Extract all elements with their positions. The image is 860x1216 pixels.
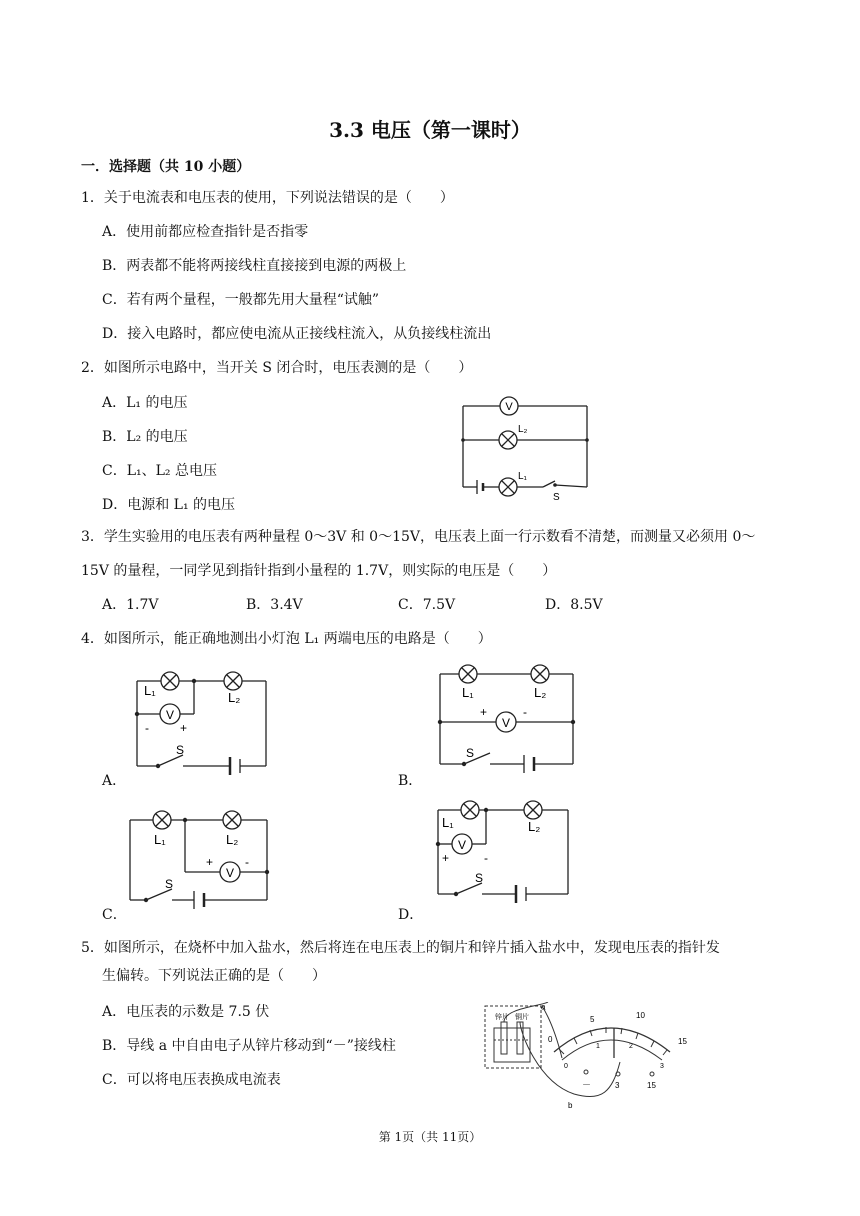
q2-option-c[interactable]: C．L₁、L₂ 总电压 <box>102 463 217 479</box>
q4-circuit-b[interactable] <box>430 660 580 776</box>
q1-option-c[interactable]: C．若有两个量程，一般都先用大量程“试触” <box>102 292 380 308</box>
q2-l2-label: L₂ <box>518 424 528 435</box>
q5-terminal-minus: － <box>582 1080 592 1090</box>
q4b-voltmeter-label: V <box>501 716 511 730</box>
q4d-voltmeter-label: V <box>457 838 467 852</box>
q4c-l1-label: L₁ <box>154 832 166 847</box>
q5-copper-label: 铜片 <box>515 1013 529 1021</box>
q1-option-b[interactable]: B．两表都不能将两接线柱直接接到电源的两极上 <box>102 258 407 274</box>
q5-scale-top-15: 15 <box>678 1037 687 1046</box>
q2-circuit-diagram <box>455 392 595 504</box>
q2-option-a[interactable]: A．L₁ 的电压 <box>102 395 188 411</box>
q5-voltmeter-figure <box>482 1002 697 1112</box>
q5-zinc-label: 锌片 <box>495 1013 509 1021</box>
q4a-plus-label: + <box>180 721 188 735</box>
q5-scale-bottom-1: 1 <box>596 1043 600 1050</box>
q2-stem: 2．如图所示电路中，当开关 S 闭合时，电压表测的是（ ） <box>81 360 473 376</box>
q1-option-d[interactable]: D．接入电路时，都应使电流从正接线柱流入，从负接线柱流出 <box>102 326 492 342</box>
q5-terminal-3: 3 <box>615 1081 620 1090</box>
q4c-voltmeter-label: V <box>225 866 235 880</box>
q4c-l2-label: L₂ <box>226 832 239 847</box>
q4b-plus-label: + <box>480 705 488 719</box>
q5-option-a[interactable]: A．电压表的示数是 7.5 伏 <box>102 1004 270 1020</box>
q5-scale-bottom-3: 3 <box>660 1063 664 1070</box>
q5-scale-top-10: 10 <box>636 1011 645 1020</box>
q4-option-d[interactable]: D． <box>398 907 424 923</box>
q5-option-c[interactable]: C．可以将电压表换成电流表 <box>102 1072 281 1088</box>
q4-circuit-c[interactable] <box>122 806 272 916</box>
q2-l1-label: L₁ <box>518 471 527 482</box>
q3-option-c[interactable]: C．7.5V <box>398 597 456 613</box>
q4b-switch-label: S <box>466 746 475 760</box>
q4c-switch-label: S <box>165 877 174 891</box>
q5-stem-line2: 生偏转。下列说法正确的是（ ） <box>102 968 326 984</box>
q4d-switch-label: S <box>475 871 484 885</box>
q4-option-a[interactable]: A． <box>102 773 127 789</box>
q4-stem: 4．如图所示，能正确地测出小灯泡 L₁ 两端电压的电路是（ ） <box>81 631 492 647</box>
q4-option-c[interactable]: C． <box>102 907 127 923</box>
q4c-plus-label: + <box>206 855 214 869</box>
q4d-l1-label: L₁ <box>442 815 454 830</box>
q5-scale-top-5: 5 <box>590 1015 595 1024</box>
q2-voltmeter-label: V <box>505 401 513 413</box>
q4-circuit-a[interactable] <box>128 664 273 780</box>
q4d-minus-label: - <box>484 851 488 865</box>
q4a-l1-label: L₁ <box>144 683 156 698</box>
q4a-switch-label: S <box>176 743 185 757</box>
q5-scale-bottom-0: 0 <box>564 1063 568 1070</box>
q5-scale-top-0: 0 <box>548 1035 553 1044</box>
q5-terminal-15: 15 <box>647 1081 656 1090</box>
q5-scale-bottom-2: 2 <box>629 1043 633 1050</box>
q4d-l2-label: L₂ <box>528 819 541 834</box>
q4c-minus-label: - <box>245 855 249 869</box>
q2-switch-label: S <box>553 492 560 503</box>
q5-wire-a-label: a <box>541 1002 546 1012</box>
q3-option-a[interactable]: A．1.7V <box>102 597 159 613</box>
q4b-l1-label: L₁ <box>462 685 474 700</box>
q1-option-a[interactable]: A．使用前都应检查指针是否指零 <box>102 224 309 240</box>
q4d-plus-label: + <box>442 851 450 865</box>
q2-option-b[interactable]: B．L₂ 的电压 <box>102 429 188 445</box>
q4b-minus-label: - <box>523 705 527 719</box>
q3-option-b[interactable]: B．3.4V <box>246 597 303 613</box>
q4a-minus-label: - <box>145 721 149 735</box>
q3-option-d[interactable]: D．8.5V <box>545 597 603 613</box>
q4-circuit-d[interactable] <box>428 794 578 906</box>
q3-stem-line2: 15V 的量程，一同学见到指针指到小量程的 1.7V，则实际的电压是（ ） <box>81 563 557 579</box>
page-footer: 第 1页（共 11页） <box>378 1130 482 1144</box>
q4b-l2-label: L₂ <box>534 685 547 700</box>
q5-stem-line1: 5．如图所示，在烧杯中加入盐水，然后将连在电压表上的铜片和锌片插入盐水中，发现电压表的指针发 <box>81 940 720 956</box>
q2-option-d[interactable]: D．电源和 L₁ 的电压 <box>102 497 236 513</box>
q3-stem-line1: 3．学生实验用的电压表有两种量程 0～3V 和 0～15V，电压表上面一行示数看不清楚，而测量又必须用 0～ <box>81 529 756 545</box>
q4a-voltmeter-label: V <box>165 708 175 722</box>
q5-option-b[interactable]: B．导线 a 中自由电子从锌片移动到“－”接线柱 <box>102 1038 396 1054</box>
section-heading: 一．选择题（共 10 小题） <box>81 159 251 175</box>
q4a-l2-label: L₂ <box>228 690 241 705</box>
page-title: 3.3 电压（第一课时） <box>329 118 531 142</box>
q4-option-b[interactable]: B． <box>398 773 423 789</box>
q5-wire-b-label: b <box>568 1101 573 1110</box>
q1-stem: 1．关于电流表和电压表的使用，下列说法错误的是（ ） <box>81 190 454 206</box>
